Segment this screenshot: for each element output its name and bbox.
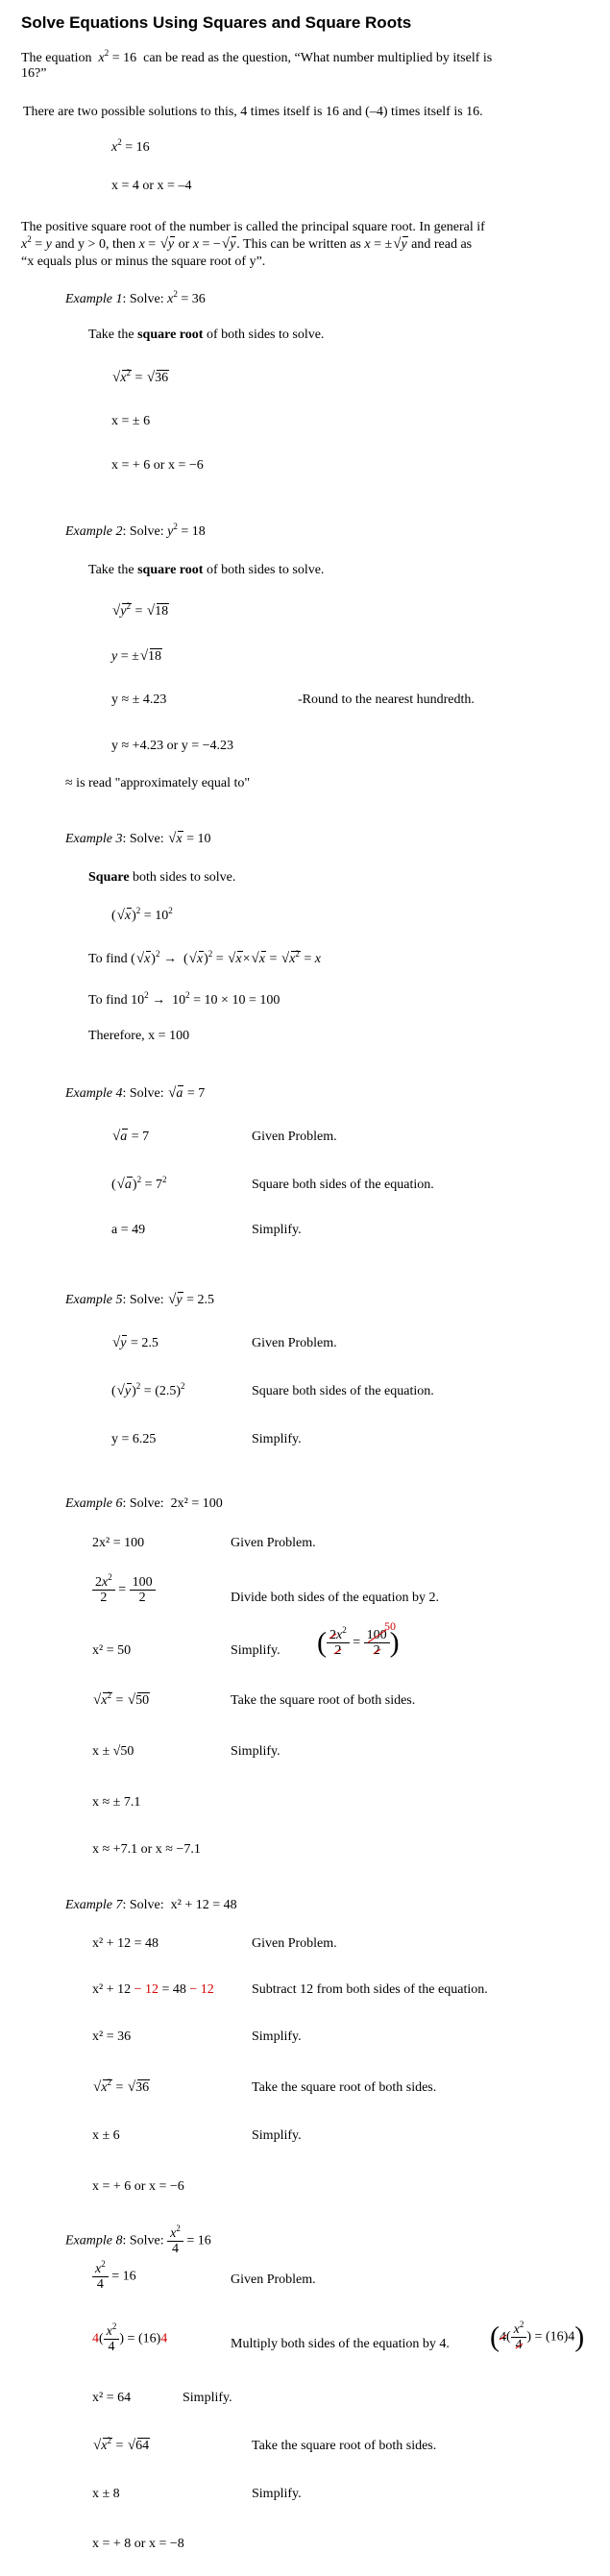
example-7-step-3: x² = 36 [92, 2029, 132, 2044]
instr-text-2: of both sides to solve. [206, 328, 325, 342]
principal-text-or: or [178, 237, 190, 252]
eq-part-red: − 12 [134, 1982, 159, 1997]
example-8-step-1-note: Given Problem. [231, 2272, 316, 2287]
example-7-step-1: x² + 12 = 48 [92, 1936, 159, 1951]
example-7-solve: : Solve: [122, 1898, 164, 1912]
example-6-step-5-note: Simplify. [231, 1744, 281, 1759]
example-6-step-1: 2x² = 100 [92, 1536, 145, 1550]
principal-line-1: The positive square root of the number is called the principal square root. In general if [21, 220, 485, 234]
example-2-heading: Example 2: Solve: $y^2 = 18$ [65, 522, 206, 539]
example-8-cancel-work: (4( $\frac{x^2}{4}$ ) = (16)4) [490, 2320, 585, 2353]
intro-eq-1-rhs: = 16 [125, 140, 150, 155]
example-8-step-4-note: Take the square root of both sides. [252, 2439, 437, 2453]
example-2-label: Example 2 [65, 524, 123, 539]
instr-bold: square root [137, 328, 204, 342]
principal-text-c: . This can be written as [236, 237, 361, 252]
example-4-step-2-note: Square both sides of the equation. [252, 1178, 434, 1192]
example-6-step-3-note: Simplify. [231, 1643, 281, 1658]
example-7-step-4: √ $x^2$ = √ 36 [92, 2079, 150, 2097]
example-8-step-1: $\frac{x^2}{4}$ = 16 [92, 2262, 136, 2292]
example-3-eq: = 10 [186, 832, 211, 846]
example-6-solve: : Solve: [122, 1496, 164, 1511]
example-1-step-3: x = + 6 or x = −6 [111, 458, 204, 473]
example-6-step-7: x ≈ +7.1 or x ≈ −7.1 [92, 1842, 201, 1857]
example-8-step-3: x² = 64 [92, 2391, 132, 2405]
principal-text-a: and y > 0, then [55, 237, 136, 252]
example-7-step-6: x = + 6 or x = −6 [92, 2179, 184, 2194]
principal-line-2: $x^2 = y$ and y > 0, then x = √ y or x = −√ y. This can be written as x = ±√ y and read as [21, 236, 472, 254]
example-7-step-5: x ± 6 [92, 2128, 120, 2143]
example-5-step-2: (√ $y)^2 = (2.5)^2$ [111, 1383, 185, 1400]
intro-eq-2: x = 4 or x = –4 [111, 179, 192, 193]
example-4-step-1-note: Given Problem. [252, 1130, 337, 1144]
example-3-heading: Example 3: Solve: √ x = 10 [65, 831, 211, 848]
example-1-solve: : Solve: [122, 292, 164, 306]
example-5-step-3: y = 6.25 [111, 1432, 157, 1446]
example-5-step-2-note: Square both sides of the equation. [252, 1384, 434, 1398]
example-3-solve: : Solve: [122, 832, 164, 846]
example-2-step-2: y = ±√ 18 [111, 648, 162, 666]
intro-eq-1: $x^2 = 16$ [111, 137, 150, 155]
example-4-label: Example 4 [65, 1086, 123, 1101]
example-6-step-4-note: Take the square root of both sides. [231, 1693, 416, 1708]
instr-text-2: of both sides to solve. [206, 563, 325, 577]
example-1-step-1: √ $x^2$ = √ 36 [111, 370, 169, 387]
eq-part-red: − 12 [189, 1982, 214, 1997]
example-5-eq: = 2.5 [186, 1293, 215, 1307]
example-6-label: Example 6 [65, 1496, 123, 1511]
example-7-heading [65, 1897, 237, 1914]
example-6-step-3: x² = 50 [92, 1643, 132, 1658]
principal-text-d: and read as [411, 237, 473, 252]
example-4-heading: Example 4: Solve: √ a = 7 [65, 1085, 205, 1103]
example-7-step-2-note: Subtract 12 from both sides of the equation. [252, 1982, 488, 1997]
example-5-solve: : Solve: [122, 1293, 164, 1307]
find-result: 10 × 10 = 100 [204, 993, 281, 1008]
example-6-eq: 2x² = 100 [170, 1496, 223, 1511]
instr-bold: Square [88, 870, 130, 885]
example-8-heading: Example 8: Solve: $\frac{x^2}{4}$ = 16 [65, 2224, 211, 2256]
example-3-instruction [88, 869, 235, 887]
find-text: To find [88, 952, 128, 966]
intro-line-1: The equation $x^2 = 16$ can be read as the question, “What number multiplied by itself is [21, 48, 493, 65]
example-6-step-2-note: Divide both sides of the equation by 2. [231, 1591, 439, 1605]
approx-note: ≈ is read "approximately equal to" [65, 776, 251, 790]
example-7-step-5-note: Simplify. [252, 2128, 302, 2143]
example-5-step-1-note: Given Problem. [252, 1336, 337, 1350]
intro-line-3: There are two possible solutions to this, 4 times itself is 16 and (–4) times itself is 16. [23, 105, 483, 119]
example-2-instruction [88, 562, 324, 579]
instr-bold: square root [137, 563, 204, 577]
example-4-step-1-rhs: = 7 [131, 1130, 150, 1144]
example-3-label: Example 3 [65, 832, 123, 846]
example-1-heading: Example 1: Solve: $x^2 = 36$ [65, 289, 206, 306]
example-6-step-1-note: Given Problem. [231, 1536, 316, 1550]
example-1-step-2: x = ± 6 [111, 414, 151, 428]
principal-line-3: “x equals plus or minus the square root of y”. [21, 255, 266, 269]
example-4-solve: : Solve: [122, 1086, 164, 1101]
example-6-step-5: x ± √50 [92, 1744, 134, 1759]
example-8-step-4: √ $x^2$ = √ 64 [92, 2438, 150, 2455]
example-4-eq: = 7 [186, 1086, 206, 1101]
example-7-step-2 [92, 1981, 214, 1999]
intro-text-a: The equation [21, 51, 92, 65]
example-2-step-4: y ≈ +4.23 or y = −4.23 [111, 739, 234, 753]
example-7-step-1-note: Given Problem. [252, 1936, 337, 1951]
example-1-instruction [88, 327, 324, 344]
intro-text-b: can be read as the question, “What number multiplied by itself is [143, 51, 493, 65]
example-3-step-2: To find (√ x)$^2$ → (√ x)$^2$ = √ x×√ x = √ $x^2 = x$ [88, 951, 321, 968]
example-5-step-1: √ y = 2.5 [111, 1335, 159, 1352]
example-1-eq: = 36 [181, 292, 206, 306]
example-7-step-3-note: Simplify. [252, 2029, 302, 2044]
example-8-step-6: x = + 8 or x = −8 [92, 2537, 184, 2551]
example-6-heading [65, 1495, 223, 1513]
example-7-step-4-note: Take the square root of both sides. [252, 2080, 437, 2095]
example-8-step-5: x ± 8 [92, 2487, 120, 2501]
example-2-solve: : Solve: [122, 524, 164, 539]
example-5-heading: Example 5: Solve: √ y = 2.5 [65, 1292, 214, 1309]
example-3-therefore: Therefore, x = 100 [88, 1029, 190, 1043]
example-2-eq: = 18 [181, 524, 206, 539]
instr-text: Take the [88, 328, 134, 342]
example-8-solve: : Solve: [122, 2233, 164, 2248]
example-6-cancel-result: 50 [384, 1619, 396, 1633]
example-3-step-3: To find $10^2 \to 10^2 = 10 \times 10 = 100$ [88, 990, 281, 1008]
example-8-label: Example 8 [65, 2233, 123, 2248]
instr-text: both sides to solve. [133, 870, 236, 885]
eq-part: x² + 12 [92, 1982, 134, 1997]
example-6-step-2: $\frac{2x^2}{2}$ = $\frac{100}{2}$ [92, 1575, 156, 1605]
example-6-cancel-work: ( $\frac{2x^2}{2}$ = $\frac{100}{2}$ ) [317, 1625, 400, 1659]
page-title: Solve Equations Using Squares and Square Roots [21, 13, 412, 32]
eq-part: = 48 [159, 1982, 190, 1997]
example-8-step-2-note: Multiply both sides of the equation by 4. [231, 2337, 450, 2351]
example-8-step-5-note: Simplify. [252, 2487, 302, 2501]
example-4-step-3: a = 49 [111, 1223, 146, 1237]
example-4-step-1: √ a = 7 [111, 1129, 149, 1146]
example-3-step-1: (√ $x)^2 = 10^2$ [111, 908, 173, 925]
example-2-step-3: y ≈ ± 4.23 [111, 693, 167, 707]
find-text-2: To find [88, 993, 128, 1008]
example-2-step-3-note: -Round to the nearest hundredth. [298, 693, 475, 707]
intro-line-2: 16?” [21, 66, 47, 81]
example-6-step-4: √ $x^2$ = √ 50 [92, 1692, 150, 1710]
example-2-step-1: √ $y^2$ = √ 18 [111, 603, 169, 620]
example-6-step-6: x ≈ ± 7.1 [92, 1795, 141, 1810]
example-4-step-3-note: Simplify. [252, 1223, 302, 1237]
example-5-label: Example 5 [65, 1293, 123, 1307]
example-8-step-2: 4( $\frac{x^2}{4}$ ) = (16)4 [92, 2321, 168, 2354]
example-1-label: Example 1 [65, 292, 123, 306]
instr-text: Take the [88, 563, 134, 577]
example-4-step-2: (√ $a)^2 = 7^2$ [111, 1177, 166, 1194]
example-8-step-3-note: Simplify. [183, 2391, 232, 2405]
example-7-label: Example 7 [65, 1898, 123, 1912]
example-7-eq: x² + 12 = 48 [170, 1898, 237, 1912]
example-5-step-3-note: Simplify. [252, 1432, 302, 1446]
example-5-step-1-rhs: = 2.5 [130, 1336, 159, 1350]
